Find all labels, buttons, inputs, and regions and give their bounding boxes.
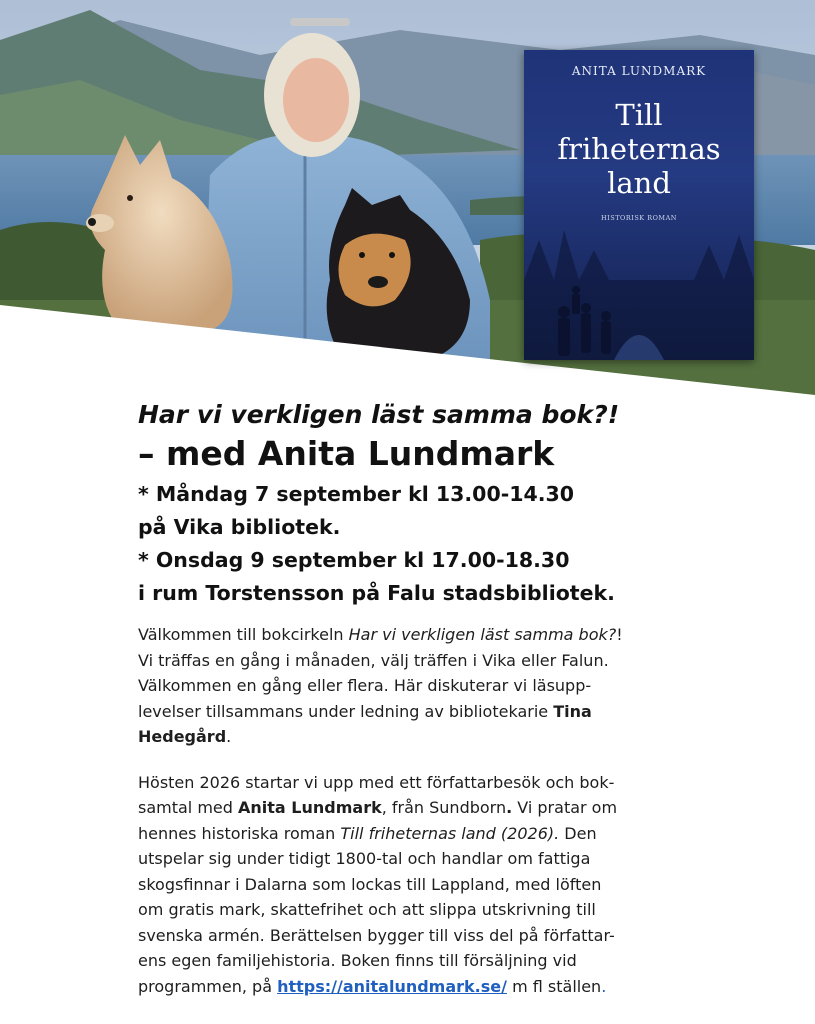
text-run: m fl ställen <box>506 976 602 996</box>
text-line <box>138 795 698 821</box>
text-line: om gratis mark, skattefrihet och att slippa utskrivning till <box>138 900 596 919</box>
book-circle-name: Har vi verkligen läst samma bok? <box>348 625 617 644</box>
book-cover-illustration <box>524 220 754 360</box>
librarian-surname: Hedegård <box>138 727 227 746</box>
event-announcement <box>138 398 698 999</box>
book-title-mention: Till friheternas land (2026). <box>340 823 560 843</box>
session-date-falun: * Onsdag 9 september kl 17.00-18.30 <box>138 548 570 572</box>
author-website-link[interactable]: https://anitalundmark.se/ <box>277 976 507 996</box>
book-title-line: Till <box>615 98 663 132</box>
text-run: , från Sundborn <box>381 798 507 817</box>
text-line <box>138 974 698 1000</box>
text-line: utspelar sig under tidigt 1800-tal och handlar om fattiga <box>138 849 591 868</box>
book-author: ANITA LUNDMARK <box>571 64 707 78</box>
description-paragraph <box>138 770 698 1000</box>
book-subtitle: HISTORISK ROMAN <box>601 214 677 222</box>
text-line: Vi träffas en gång i månaden, välj träffen i Vika eller Falun. <box>138 650 609 670</box>
text-line: ens egen familjehistoria. Boken finns till försäljning vid <box>138 951 577 970</box>
text-line <box>138 821 698 847</box>
book-title-line: friheternas <box>557 132 721 166</box>
book-title <box>524 98 754 200</box>
text-line: skogsfinnar i Dalarna som lockas till Lappland, med löften <box>138 874 602 894</box>
session-place-vika: på Vika bibliotek. <box>138 515 341 539</box>
text-line: svenska armén. Berättelsen bygger till viss del på författar- <box>138 925 615 945</box>
librarian-name: Tina <box>553 701 592 721</box>
session-place-falun: i rum Torstensson på Falu stadsbibliotek. <box>138 581 615 605</box>
text-line <box>138 724 698 750</box>
text-run: Vi pratar om <box>512 798 618 817</box>
text-run: samtal med <box>138 798 239 817</box>
text-line <box>138 699 698 725</box>
text-line: Hösten 2026 startar vi upp med ett författarbesök och bok- <box>138 772 615 792</box>
text-run: Den <box>559 823 597 843</box>
text-run: Välkommen till bokcirkeln <box>138 625 349 644</box>
headline-question: Har vi verkligen läst samma bok?! <box>138 400 620 429</box>
text-run: . <box>506 798 513 817</box>
text-run: . <box>226 727 232 746</box>
text-run: ! <box>616 625 623 644</box>
hero-photo <box>0 0 815 400</box>
text-run: programmen, på <box>138 976 278 996</box>
author-name: Anita Lundmark <box>238 798 382 817</box>
text-line <box>138 622 698 648</box>
session-list <box>138 478 698 610</box>
intro-paragraph <box>138 622 698 750</box>
text-run: levelser tillsammans under ledning av bibliotekarie <box>138 701 554 721</box>
text-run: hennes historiska roman <box>138 823 341 843</box>
text-line: Välkommen en gång eller flera. Här diskuterar vi läsupp- <box>138 676 592 695</box>
book-title-line: land <box>607 166 671 200</box>
text-run: . <box>601 976 607 996</box>
session-date-vika: * Måndag 7 september kl 13.00-14.30 <box>138 482 575 506</box>
headline-author: – med Anita Lundmark <box>138 434 555 473</box>
book-cover <box>524 50 754 360</box>
